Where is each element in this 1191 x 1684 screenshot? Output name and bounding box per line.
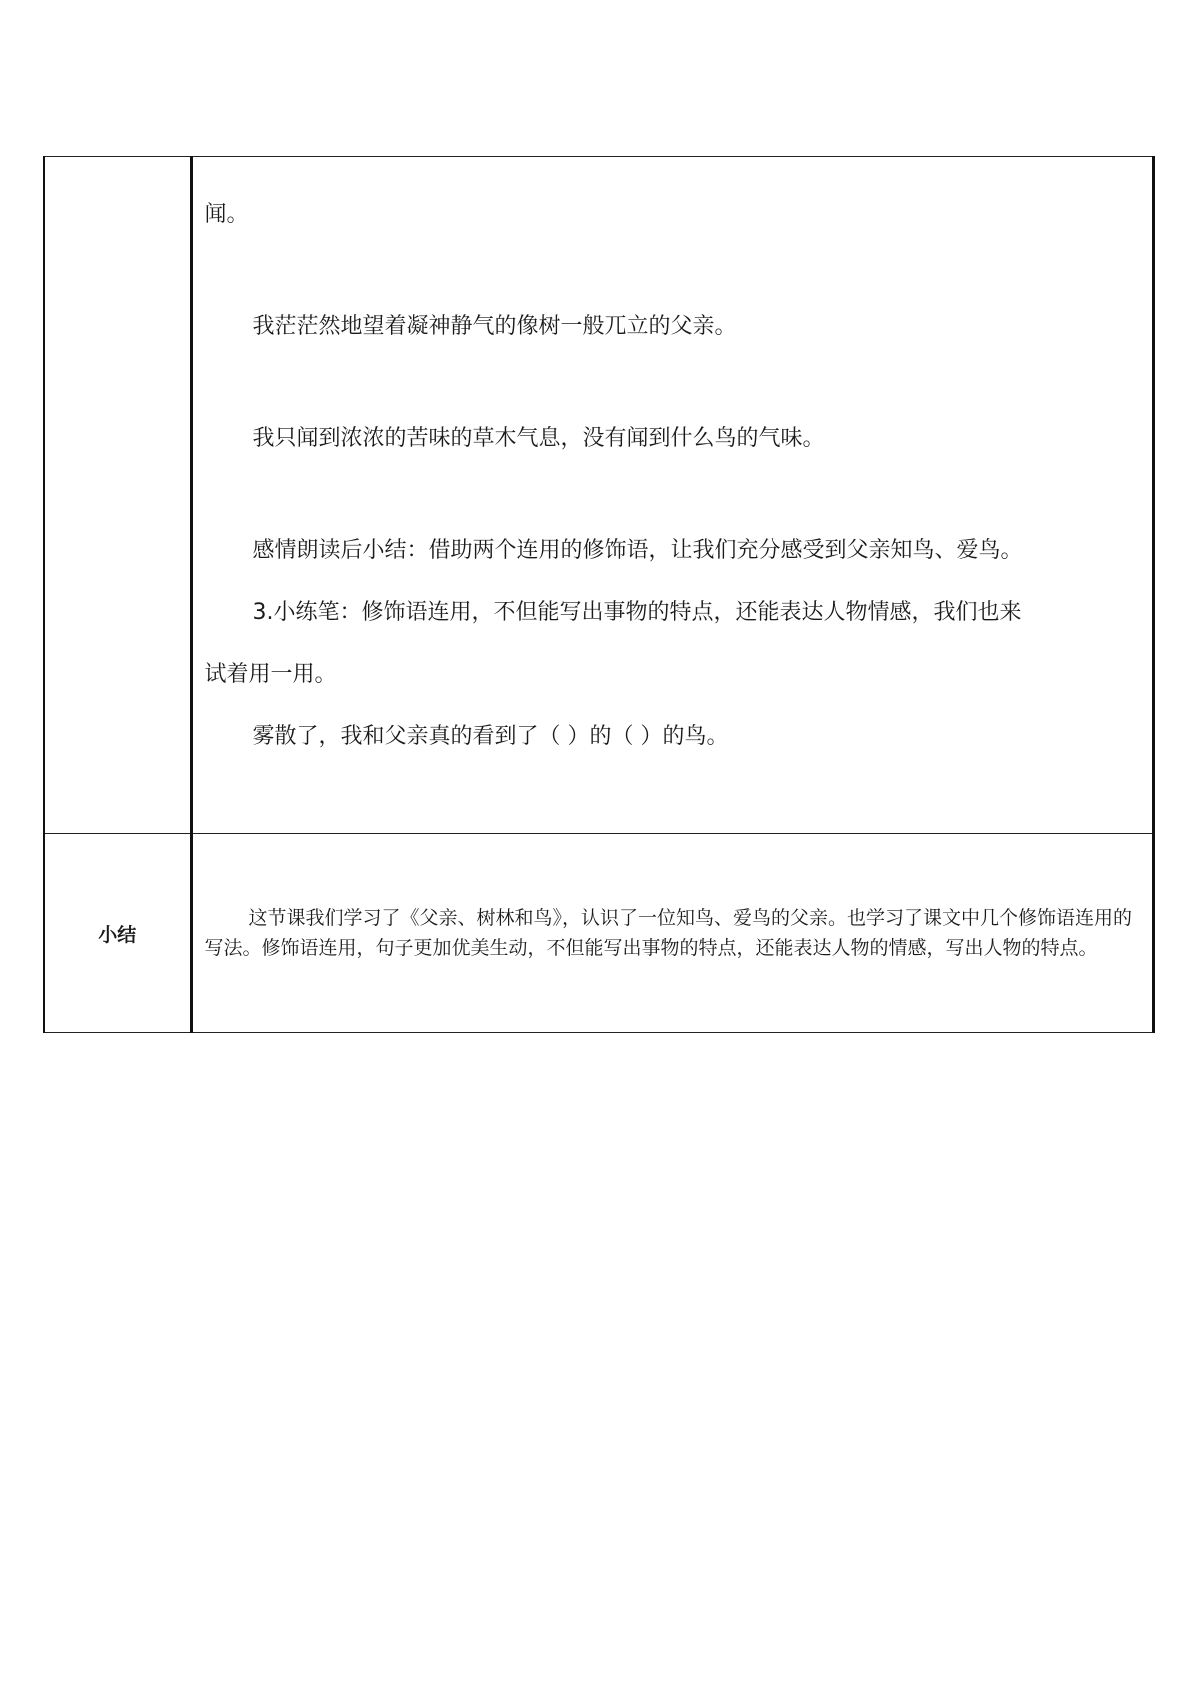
paragraph-continuation: 闻。 (204, 202, 249, 227)
paragraph-writing-practice-cont: 试着用一用。 (204, 662, 337, 687)
summary-text: 这节课我们学习了《父亲、树林和鸟》，认识了一位知鸟、爱鸟的父亲。也学习了课文中几个修饰语连用的写法。修饰语连用，句子更加优美生动，不但能写出事物的特点，还能表达人物的情感，写出人物的特点。 (191, 834, 1154, 1033)
summary-label: 小结 (44, 834, 191, 1033)
lesson-table (43, 156, 1155, 1033)
main-content (193, 157, 1153, 751)
paragraph-quote-1: 我茫茫然地望着凝神静气的像树一般兀立的父亲。 (252, 314, 737, 339)
paragraph-quote-2: 我只闻到浓浓的苦味的草木气息，没有闻到什么鸟的气味。 (252, 426, 825, 451)
paragraph-fill-blank: 雾散了，我和父亲真的看到了（ ）的（ ）的鸟。 (252, 724, 729, 749)
main-row-content-cell (191, 157, 1154, 834)
paragraph-writing-practice: 3.小练笔：修饰语连用，不但能写出事物的特点，还能表达人物情感，我们也来 (252, 600, 1022, 625)
main-row-label-cell (44, 157, 191, 834)
table-row-main (44, 157, 1154, 834)
table-row-summary (44, 834, 1154, 1033)
paragraph-reading-summary: 感情朗读后小结：借助两个连用的修饰语，让我们充分感受到父亲知鸟、爱鸟。 (252, 538, 1023, 563)
